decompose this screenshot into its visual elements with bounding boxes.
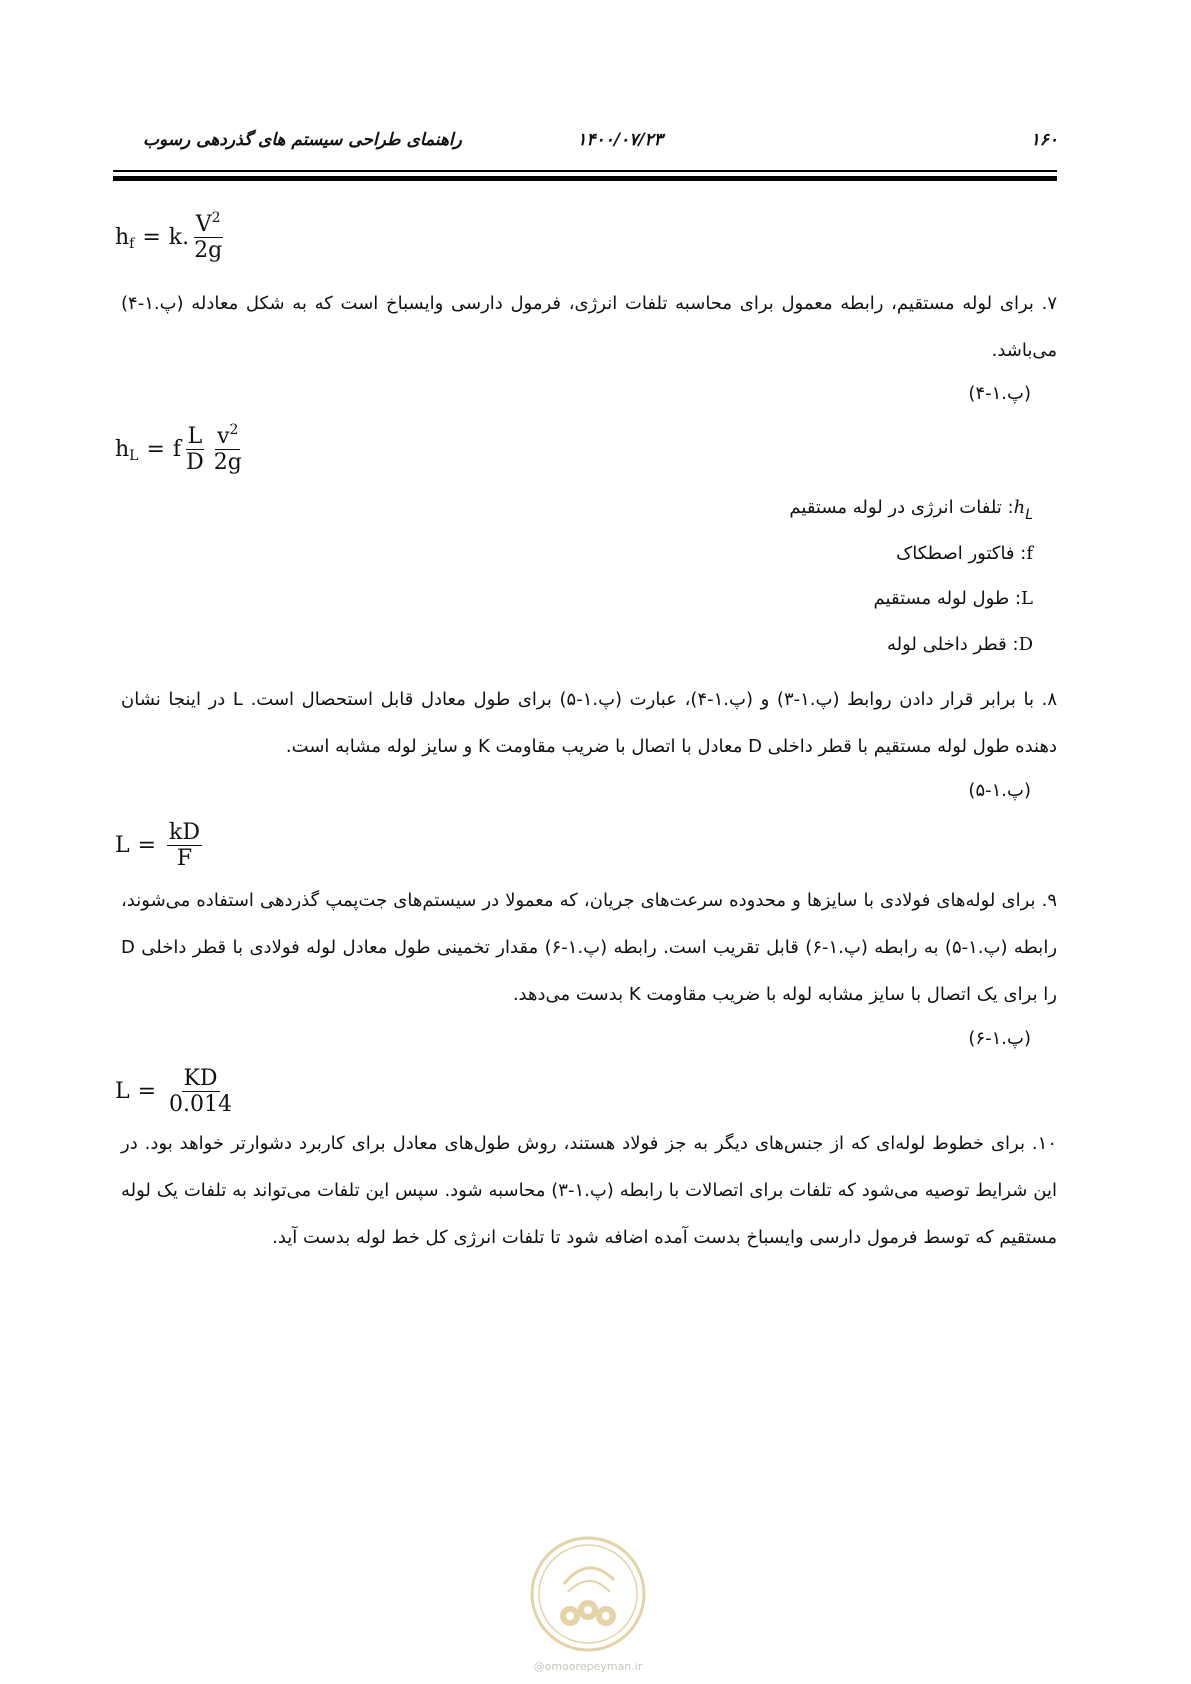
definition-symbol-sub: L <box>1025 507 1033 523</box>
formula-fraction <box>167 1066 234 1118</box>
fraction-denominator: 2g <box>213 450 242 476</box>
fraction-numerator: V <box>195 212 212 237</box>
definition-text: : طول لوله مستقیم <box>873 588 1022 609</box>
fraction-numerator: KD <box>183 1066 218 1091</box>
equals-sign: = <box>142 225 161 251</box>
formula-l-kd-0014 <box>115 1066 237 1118</box>
equals-sign: = <box>137 1079 157 1105</box>
equals-sign: = <box>137 833 157 859</box>
equals-sign: = <box>146 437 165 463</box>
fraction-numerator: kD <box>169 820 201 845</box>
definition-symbol: h <box>1013 497 1026 518</box>
definition-text: : تلفات انرژی در لوله مستقیم <box>789 497 1014 518</box>
numerator-sup: 2 <box>229 422 239 438</box>
definition-hl <box>789 497 1033 523</box>
formula-coef: f <box>172 437 182 463</box>
seal-watermark <box>528 1534 648 1654</box>
paragraph-text: ۹. برای لوله‌های فولادی با سایزها و محدوده سرعت‌های جریان، که معمولا در سیستم‌های جت‌پمپ گذردهی استفاده می‌شوند، رابطه (پ.۱-۵) به رابطه (پ.۱-۶) قابل تقریب است. رابطه (پ.۱-۶) مقدار تخمینی طول معادل لوله فولادی با قطر داخلی D را برای یک اتصال با سایز مشابه لوله با ضریب مقاومت K بدست می‌دهد. <box>121 890 1058 1005</box>
fraction-numerator: v <box>217 424 230 449</box>
formula-coef: k. <box>168 225 190 251</box>
definition-symbol: D <box>1018 634 1033 655</box>
equation-label-4: (پ.۱-۴) <box>968 383 1031 404</box>
formula-fraction-1 <box>184 424 206 476</box>
definition-d <box>887 634 1033 655</box>
header-rule-thick <box>113 176 1057 181</box>
definition-f <box>896 543 1033 564</box>
definition-text: : قطر داخلی لوله <box>887 634 1019 655</box>
paragraph-text: ۸. با برابر قرار دادن روابط (پ.۱-۳) و (پ.۱-۴)، عبارت (پ.۱-۵) برای طول معادل قابل استحصال است. L در اینجا نشان دهنده طول لوله مستقیم با قطر داخلی D معادل با اتصال با ضریب مقاومت K و سایز لوله مشابه است. <box>121 689 1057 757</box>
formula-lhs-sub: L <box>129 447 139 464</box>
fraction-denominator: 2g <box>194 238 223 264</box>
header-title: راهنمای طراحی سیستم های گذردهی رسوب <box>143 130 462 150</box>
formula-fraction <box>192 212 224 264</box>
paragraph-10 <box>121 1120 1057 1261</box>
equation-label-5: (پ.۱-۵) <box>968 780 1031 801</box>
paragraph-text: ۱۰. برای خطوط لوله‌ای که از جنس‌های دیگر به جز فولاد هستند، روش طول‌های معادل برای کاربرد دشوارتر خواهد بود. در این شرایط توصیه می‌شود که تلفات برای اتصالات با رابطه (پ.۱-۳) محاسبه شود. سپس این تلفات می‌تواند به تلفات یک لوله مستقیم که توسط فرمول دارسی وایسباخ بدست آمده اضافه شود تا تلفات انرژی کل خط لوله بدست آید. <box>121 1133 1057 1248</box>
paragraph-text: ۷. برای لوله مستقیم، رابطه معمول برای محاسبه تلفات انرژی، فرمول دارسی وایسباخ است که به شکل معادله (پ.۱-۴) می‌باشد. <box>121 293 1057 361</box>
formula-fraction-2 <box>212 424 244 476</box>
formula-l-kd-f <box>115 820 205 872</box>
fraction-denominator: 0.014 <box>169 1092 233 1118</box>
equation-label-6: (پ.۱-۶) <box>968 1028 1031 1049</box>
paragraph-8 <box>121 676 1057 770</box>
page-number: ۱۶۰ <box>1030 130 1058 150</box>
formula-lhs: h <box>115 437 130 463</box>
header-rule-thin <box>113 170 1057 172</box>
formula-lhs: L <box>115 1079 130 1105</box>
formula-lhs: L <box>115 833 130 859</box>
definition-symbol: L <box>1021 588 1033 609</box>
formula-hf <box>115 212 227 264</box>
definition-l <box>874 588 1033 609</box>
definition-text: : فاکتور اصطکاک <box>896 543 1027 564</box>
fraction-numerator: L <box>187 424 203 449</box>
fraction-denominator: F <box>176 846 193 872</box>
formula-hl <box>115 424 247 476</box>
paragraph-9 <box>121 877 1057 1018</box>
watermark-url: @omoorepeyman.ir <box>533 1660 643 1673</box>
formula-fraction <box>167 820 202 872</box>
definition-symbol: f <box>1026 543 1033 564</box>
fraction-denominator: D <box>186 450 204 476</box>
paragraph-7 <box>121 280 1057 374</box>
formula-lhs-sub: f <box>129 235 135 252</box>
numerator-sup: 2 <box>211 210 221 226</box>
formula-lhs: h <box>115 225 130 251</box>
header-date: ۱۴۰۰/۰۷/۲۳ <box>577 130 663 150</box>
